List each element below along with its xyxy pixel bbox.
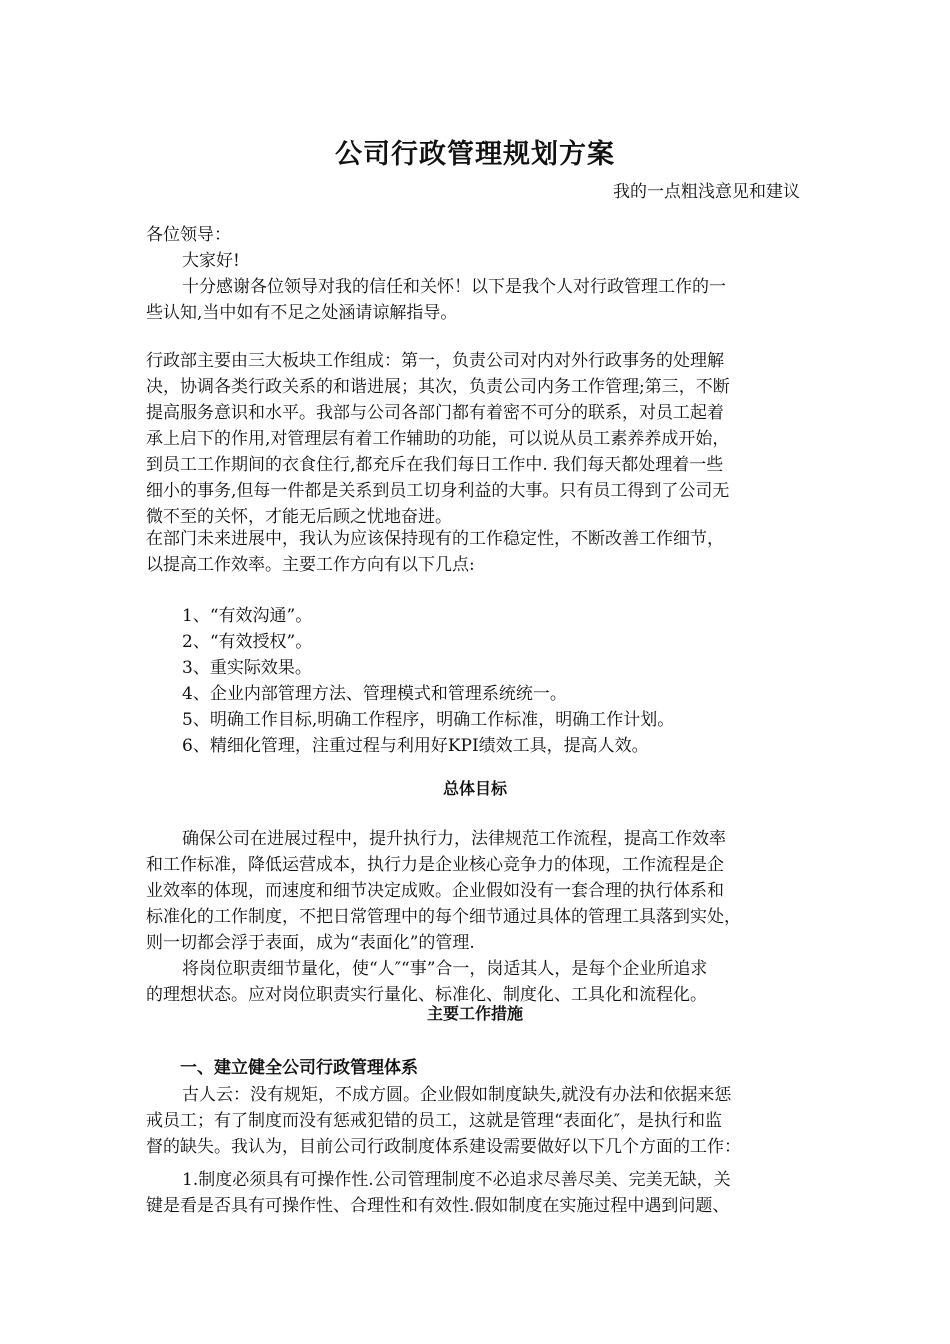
para4-line: 督的缺失。我认为，目前公司行政制度体系建设需要做好以下几个方面的工作： (146, 1137, 741, 1157)
para1-line: 行政部主要由三大板块工作组成：第一，负责公司对内对外行政事务的处理解 (146, 351, 724, 371)
intro-line: 十分感谢各位领导对我的信任和关怀！以下是我个人对行政管理工作的一 (182, 277, 726, 297)
point-item: 6、精细化管理，注重过程与利用好KPI绩效工具，提高人效。 (182, 736, 649, 756)
para1-line: 在部门未来进展中，我认为应该保持现有的工作稳定性，不断改善工作细节， (146, 529, 724, 549)
section-heading: 一、建立健全公司行政管理体系 (180, 1058, 418, 1078)
point-item: 2、“有效授权”。 (182, 632, 313, 652)
para2-line: 确保公司在进展过程中，提升执行力，法律规范工作流程，提高工作效率 (182, 829, 726, 849)
document-title: 公司行政管理规划方案 (335, 139, 615, 170)
para1-line: 以提高工作效率。主要工作方向有以下几点: (146, 555, 475, 575)
point-item: 4、企业内部管理方法、管理模式和管理系统统一。 (182, 684, 567, 704)
hello: 大家好! (182, 251, 240, 271)
point-item: 3、重实际效果。 (182, 658, 312, 678)
greeting: 各位领导： (146, 225, 231, 245)
para4-line: 古人云：没有规矩，不成方圆。企业假如制度缺失,就没有办法和依据来惩 (182, 1085, 732, 1105)
para5-line: 1.制度必须具有可操作性.公司管理制度不必追求尽善尽美、完美无缺，关 (182, 1170, 731, 1190)
point-item: 1、“有效沟通”。 (182, 606, 313, 626)
heading-main-measures: 主要工作措施 (426, 1004, 523, 1023)
para4-line: 戒员工；有了制度而没有惩戒犯错的员工，这就是管理“表面化″，是执行和监 (146, 1111, 723, 1131)
para5-line: 键是看是否具有可操作性、合理性和有效性.假如制度在实施过程中遇到问题、 (146, 1196, 730, 1216)
point-item: 5、明确工作目标,明确工作程序，明确工作标准，明确工作计划。 (182, 710, 675, 730)
para1-line: 细小的事务,但每一件都是关系到员工切身利益的大事。只有员工得到了公司无 (146, 481, 730, 501)
para2-line: 和工作标准，降低运营成本，执行力是企业核心竞争力的体现，工作流程是企 (146, 855, 724, 875)
para1-line: 微不至的关怀，才能无后顾之忧地奋进。 (146, 507, 452, 527)
para1-line: 提高服务意识和水平。我部与公司各部门都有着密不可分的联系，对员工起着 (146, 403, 724, 423)
para3-line: 的理想状态。应对岗位职责实行量化、标准化、制度化、工具化和流程化。 (146, 985, 707, 1005)
para3-line: 将岗位职责细节量化，使“人″“事”合一，岗适其人，是每个企业所追求 (182, 959, 708, 979)
document-subtitle: 我的一点粗浅意见和建议 (613, 182, 800, 202)
para1-line: 决，协调各类行政关系的和谐进展；其次，负责公司内务工作管理;第三，不断 (146, 377, 730, 397)
para2-line: 业效率的体现，而速度和细节决定成败。企业假如没有一套合理的执行体系和 (146, 881, 724, 901)
para1-line: 承上启下的作用,对管理层有着工作辅助的功能，可以说从员工素养养成开始， (146, 429, 730, 449)
para2-line: 则一切都会浮于表面，成为“表面化”的管理. (146, 933, 475, 953)
intro-line: 些认知,当中如有不足之处涵请谅解指导。 (146, 303, 458, 323)
heading-overall-goal: 总体目标 (442, 779, 507, 798)
para1-line: 到员工工作期间的衣食住行,都充斥在我们每日工作中. 我们每天都处理着一些 (146, 455, 724, 475)
para2-line: 标准化的工作制度，不把日常管理中的每个细节通过具体的管理工具落到实处， (146, 907, 741, 927)
